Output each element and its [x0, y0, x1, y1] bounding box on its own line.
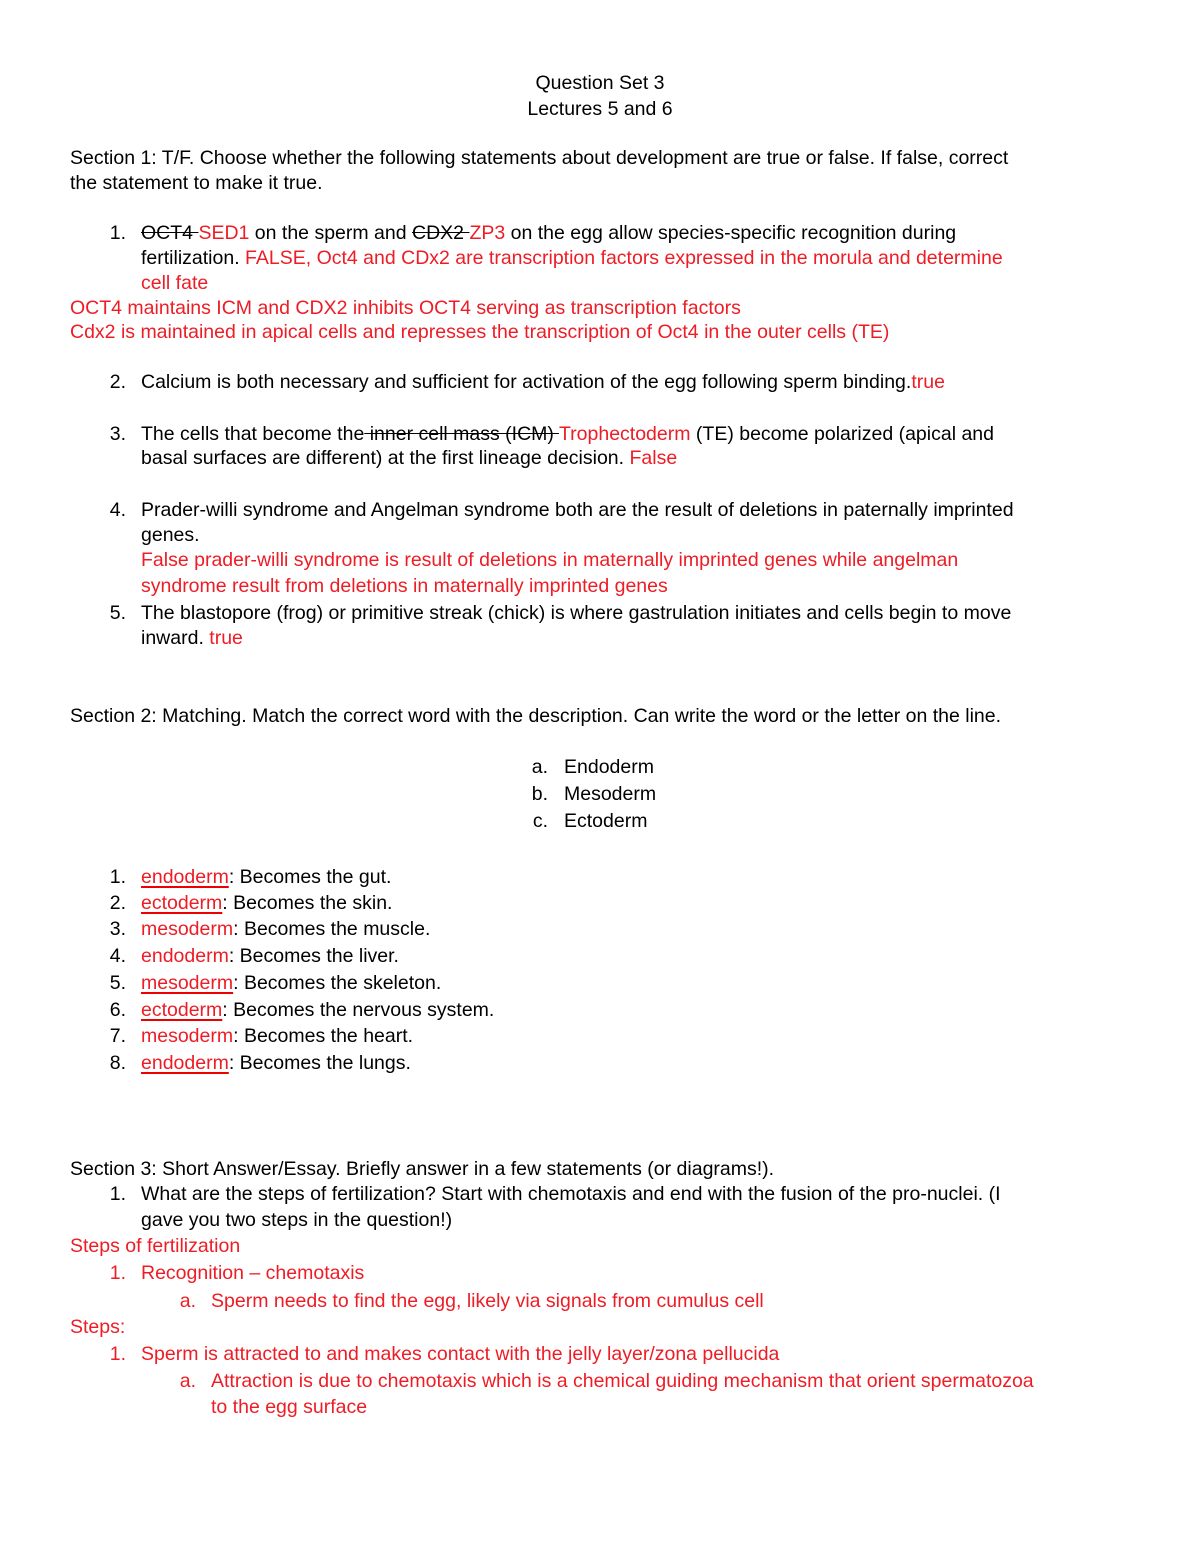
q3-insert: Trophectoderm: [558, 423, 691, 445]
match-number: 4.: [109, 945, 126, 967]
q3-answer: False: [629, 447, 678, 469]
section2-intro: Section 2: Matching. Match the correct word with the description. Can write the word or the letter on the line.: [70, 705, 1002, 727]
s3-q1-line1: What are the steps of fertilization? Start with chemotaxis and end with the fusion of the pro-nuclei. (I: [141, 1183, 1001, 1205]
match-answer: endoderm: [141, 1052, 229, 1074]
q1-note-2: Cdx2 is maintained in apical cells and represses the transcription of Oct4 in the outer cells (TE): [70, 321, 890, 343]
steps2-heading: Steps:: [70, 1316, 126, 1338]
match-item: [141, 1054, 411, 1074]
match-desc: : Becomes the muscle.: [233, 918, 431, 940]
match-answer: ectoderm: [141, 892, 223, 914]
q3-line1: [141, 425, 994, 445]
match-desc: : Becomes the lungs.: [228, 1052, 411, 1074]
q3-line2-text: basal surfaces are different) at the first lineage decision.: [141, 447, 630, 469]
q4-answer-2: syndrome result from deletions in maternally imprinted genes: [141, 575, 668, 597]
q1-note-1: OCT4 maintains ICM and CDX2 inhibits OCT4 serving as transcription factors: [70, 297, 741, 319]
q5-number: 5.: [109, 602, 126, 624]
q4-line2: genes.: [141, 524, 200, 546]
q5-line2: [141, 629, 243, 649]
q2-answer: true: [911, 371, 945, 393]
match-desc: : Becomes the gut.: [228, 866, 392, 888]
match-item: [141, 1027, 413, 1047]
q3-strike-icm: inner cell mass (ICM): [364, 423, 559, 445]
option-word: Endoderm: [564, 756, 654, 778]
match-number: 8.: [109, 1052, 126, 1074]
match-desc: : Becomes the nervous system.: [222, 999, 495, 1021]
q2-number: 2.: [109, 371, 126, 393]
section1-intro-line2: the statement to make it true.: [70, 172, 323, 194]
match-number: 1.: [109, 866, 126, 888]
match-number: 2.: [109, 892, 126, 914]
q1-strike-oct4: OCT4: [141, 222, 199, 244]
s3-q1-line2: gave you two steps in the question!): [141, 1209, 453, 1231]
q3-text1: The cells that become the: [141, 423, 365, 445]
q1-line2-text: fertilization.: [141, 247, 246, 269]
match-answer: ectoderm: [141, 999, 223, 1021]
match-desc: : Becomes the skeleton.: [233, 972, 442, 994]
q1-strike-cdx2: CDX2: [412, 222, 470, 244]
match-desc: : Becomes the skin.: [222, 892, 393, 914]
q4-line1: Prader-willi syndrome and Angelman syndrome both are the result of deletions in paternally imprinted: [141, 499, 1014, 521]
match-number: 3.: [109, 918, 126, 940]
s3-q1-number: 1.: [109, 1183, 126, 1205]
q4-number: 4.: [109, 499, 126, 521]
match-item: [141, 974, 441, 994]
q5-line2-text: inward.: [141, 627, 210, 649]
q1-text2: on the egg allow species-specific recognition during: [505, 222, 957, 244]
match-item: [141, 868, 391, 888]
match-number: 5.: [109, 972, 126, 994]
match-item: [141, 894, 392, 914]
option-letter: a.: [531, 756, 548, 778]
q3-number: 3.: [109, 423, 126, 445]
match-item: [141, 1001, 494, 1021]
q5-line1: The blastopore (frog) or primitive streak (chick) is where gastrulation initiates and cells begin to move: [141, 602, 1012, 624]
steps-heading: Steps of fertilization: [70, 1235, 241, 1257]
q1-answer-cont: cell fate: [141, 272, 209, 294]
s2-step1a-line1: Attraction is due to chemotaxis which is a chemical guiding mechanism that orient spermatozoa: [211, 1370, 1034, 1392]
section1-intro-line1: Section 1: T/F. Choose whether the following statements about development are true or false. If false, correct: [70, 147, 1009, 169]
s2-step1a-line2: to the egg surface: [211, 1396, 368, 1418]
s2-step1-number: 1.: [109, 1343, 126, 1365]
match-answer: endoderm: [141, 866, 229, 888]
match-item: [141, 920, 430, 940]
option-letter: b.: [531, 783, 548, 805]
match-answer: mesoderm: [141, 1025, 234, 1047]
q5-answer: true: [209, 627, 243, 649]
q2-line: [141, 373, 945, 393]
match-number: 7.: [109, 1025, 126, 1047]
q1-line1: [141, 224, 956, 244]
step1-number: 1.: [109, 1262, 126, 1284]
s2-step1-text: Sperm is attracted to and makes contact with the jelly layer/zona pellucida: [141, 1343, 780, 1365]
q1-number: 1.: [109, 222, 126, 244]
step1a-text: Sperm needs to find the egg, likely via signals from cumulus cell: [211, 1290, 764, 1312]
q1-insert-sed1: SED1: [198, 222, 250, 244]
page-title: Question Set 3: [535, 72, 665, 94]
q4-answer-1: False prader-willi syndrome is result of deletions in maternally imprinted genes while angelman: [141, 549, 959, 571]
option-word: Mesoderm: [564, 783, 657, 805]
match-desc: : Becomes the liver.: [228, 945, 399, 967]
option-word: Ectoderm: [564, 810, 648, 832]
q2-text: Calcium is both necessary and sufficient for activation of the egg following sperm binding.: [141, 371, 912, 393]
match-answer: mesoderm: [141, 918, 234, 940]
match-number: 6.: [109, 999, 126, 1021]
q1-text1: on the sperm and: [249, 222, 412, 244]
match-answer: mesoderm: [141, 972, 234, 994]
match-answer: endoderm: [141, 945, 229, 967]
q1-line2: [141, 249, 1003, 269]
q3-line2: [141, 449, 677, 469]
match-desc: : Becomes the heart.: [233, 1025, 414, 1047]
match-item: [141, 947, 399, 967]
section3-intro: Section 3: Short Answer/Essay. Briefly answer in a few statements (or diagrams!).: [70, 1158, 775, 1180]
q1-insert-zp3: ZP3: [469, 222, 506, 244]
step1-text: Recognition – chemotaxis: [141, 1262, 365, 1284]
s2-step1a-letter: a.: [179, 1370, 196, 1392]
option-letter: c.: [532, 810, 548, 832]
q3-text2: (TE) become polarized (apical and: [690, 423, 994, 445]
page-subtitle: Lectures 5 and 6: [527, 98, 673, 120]
q1-answer: FALSE, Oct4 and CDx2 are transcription factors expressed in the morula and determine: [245, 247, 1003, 269]
step1a-letter: a.: [179, 1290, 196, 1312]
